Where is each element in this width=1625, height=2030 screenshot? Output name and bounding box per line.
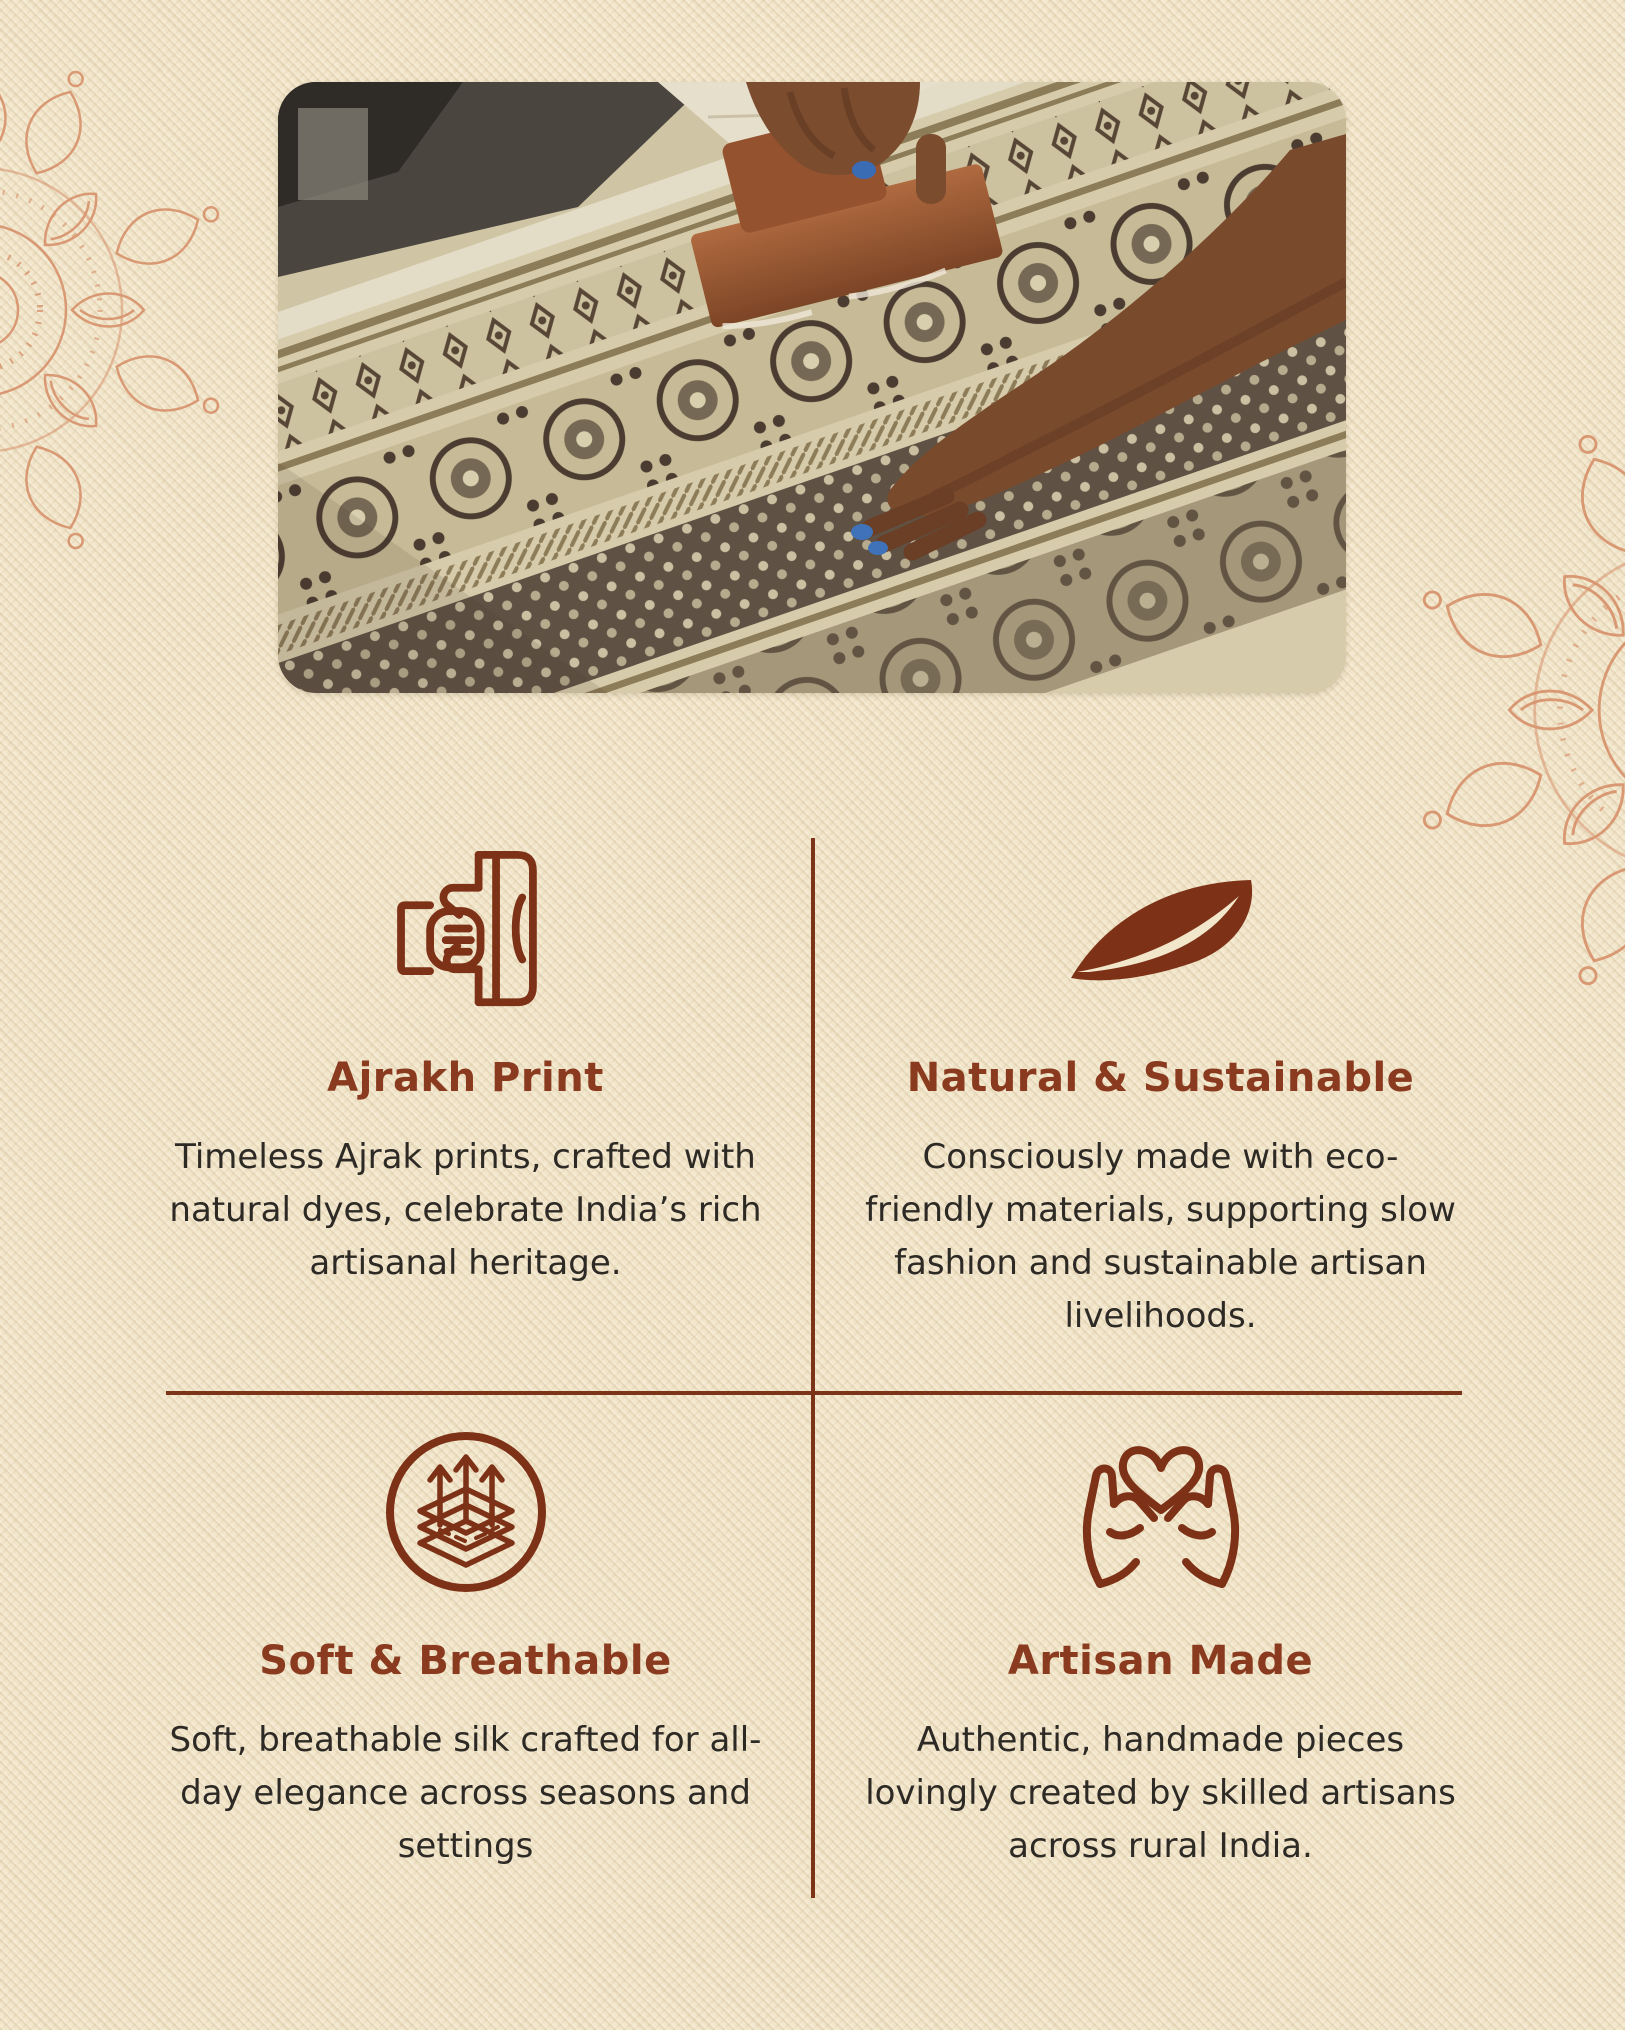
feature-card-artisan-made: [813, 1393, 1508, 1934]
block-printing-photo-illustration: [278, 82, 1346, 693]
leaf-icon: [1061, 846, 1261, 1011]
feature-description: Authentic, handmade pieces lovingly created by skilled artisans across rural India.: [865, 1720, 1456, 1867]
mandala-ornament-left: [0, 30, 260, 590]
feature-card-natural-sustainable: [813, 838, 1508, 1399]
feature-card-ajrakh-print: [118, 838, 813, 1399]
feature-description: Soft, breathable silk crafted for all-day elegance across seasons and settings: [169, 1720, 762, 1867]
feature-title: Artisan Made: [1007, 1638, 1314, 1684]
feature-description: Timeless Ajrak prints, crafted with natural dyes, celebrate India’s rich artisanal heritage.: [169, 1137, 762, 1284]
block-print-stamp-icon: [391, 846, 541, 1011]
feature-title: Soft & Breathable: [259, 1638, 672, 1684]
feature-title: Ajrakh Print: [327, 1055, 604, 1101]
hero-image: [278, 82, 1346, 693]
feature-description: Consciously made with eco-friendly materials, supporting slow fashion and sustainable artisan livelihoods.: [865, 1137, 1456, 1337]
feature-card-soft-breathable: [118, 1393, 813, 1934]
feature-title: Natural & Sustainable: [906, 1055, 1415, 1101]
breathable-fabric-icon: [381, 1429, 551, 1594]
hands-holding-heart-icon: [1066, 1429, 1256, 1594]
